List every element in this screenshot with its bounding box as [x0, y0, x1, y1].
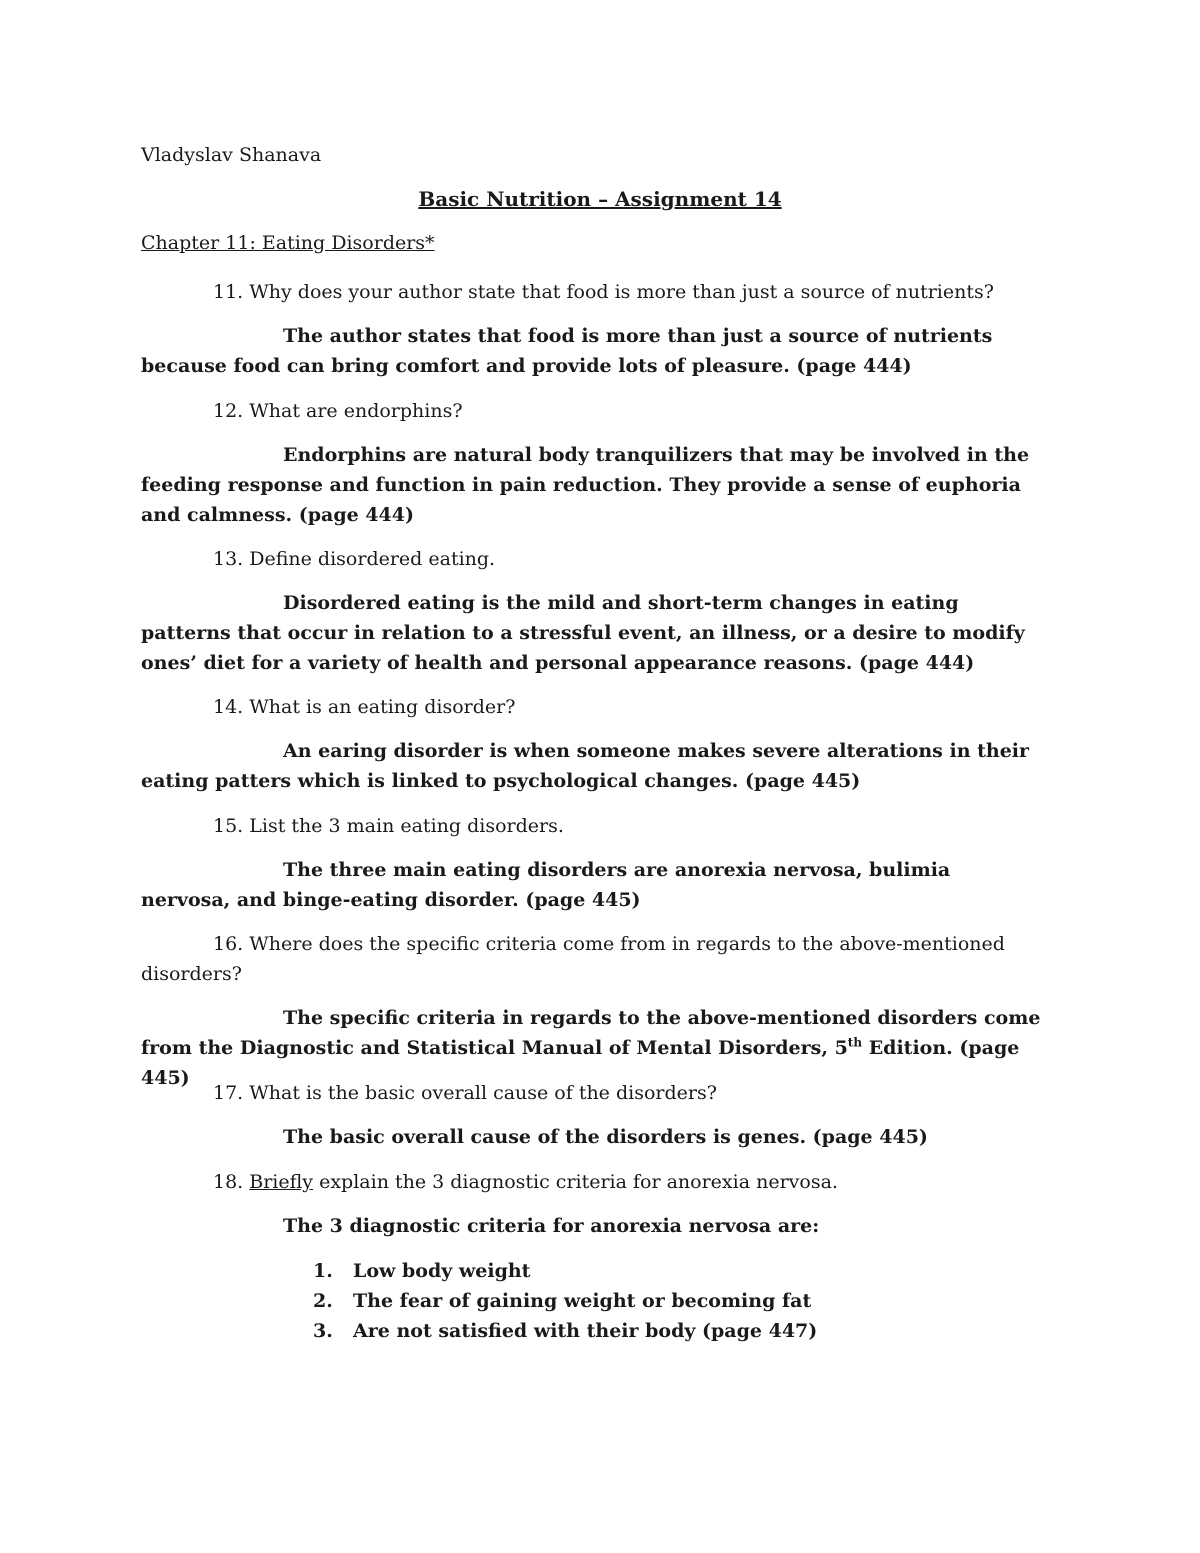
list-item: [313, 1316, 817, 1346]
answer-16-text: The specific criteria in regards to the above-mentioned disorders come from the Diagnostic and Statistical Manual of Mental Disorders, 5: [141, 1007, 1041, 1059]
question-18-text: explain the 3 diagnostic criteria for anorexia nervosa.: [313, 1171, 838, 1193]
list-item: [313, 1286, 817, 1316]
question-18-emphasis: Briefly: [249, 1171, 314, 1193]
question-18-number: 18.: [213, 1171, 244, 1193]
question-11: 11. Why does your author state that food is more than just a source of nutrients?: [213, 281, 994, 303]
answer-12: Endorphins are natural body tranquilizers that may be involved in the feeding response and function in pain reduction. They provide a sense of euphoria and calmness. (page 444): [141, 444, 1030, 526]
question-14: 14. What is an eating disorder?: [213, 696, 516, 718]
answer-11: The author states that food is more than just a source of nutrients because food can bring comfort and provide lots of pleasure. (page 444): [141, 325, 993, 377]
list-item-number: 3.: [313, 1320, 333, 1342]
question-12: 12. What are endorphins?: [213, 400, 463, 422]
question-15: 15. List the 3 main eating disorders.: [213, 815, 564, 837]
criteria-list: [313, 1256, 817, 1346]
answer-16-superscript: th: [847, 1035, 863, 1050]
answer-15: The three main eating disorders are anorexia nervosa, bulimia nervosa, and binge-eating disorder. (page 445): [141, 859, 951, 911]
author-name: Vladyslav Shanava: [141, 144, 322, 166]
answer-16-tail: Edition. (page 445): [141, 1037, 1020, 1089]
assignment-title: Basic Nutrition – Assignment 14: [418, 187, 782, 211]
answer-14: An earing disorder is when someone makes severe alterations in their eating patters which is linked to psychological changes. (page 445): [141, 740, 1030, 792]
list-item-text: Are not satisfied with their body (page 447): [353, 1320, 818, 1342]
question-18: [141, 1167, 1046, 1197]
list-item: [313, 1256, 817, 1286]
question-13: 13. Define disordered eating.: [213, 548, 496, 570]
answer-17: The basic overall cause of the disorders is genes. (page 445): [283, 1126, 928, 1148]
answer-18: The 3 diagnostic criteria for anorexia nervosa are:: [283, 1215, 820, 1237]
question-16: 16. Where does the specific criteria come from in regards to the above-mentioned disorders?: [141, 933, 1005, 985]
list-item-number: 2.: [313, 1290, 333, 1312]
list-item-text: Low body weight: [353, 1260, 531, 1282]
question-17: 17. What is the basic overall cause of the disorders?: [213, 1082, 717, 1104]
list-item-number: 1.: [313, 1260, 333, 1282]
answer-13: Disordered eating is the mild and short-term changes in eating patterns that occur in relation to a stressful event, an illness, or a desire to modify ones’ diet for a variety of health and personal appearance reasons. (page 444): [141, 592, 1025, 674]
list-item-text: The fear of gaining weight or becoming fat: [353, 1290, 812, 1312]
chapter-heading: Chapter 11: Eating Disorders*: [141, 232, 435, 254]
